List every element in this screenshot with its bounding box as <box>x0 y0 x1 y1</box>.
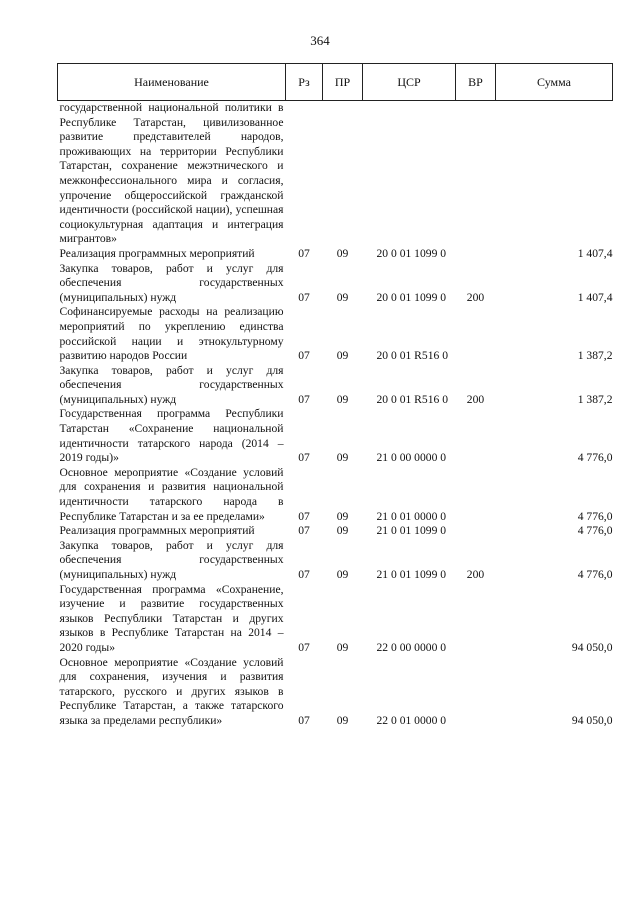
row-name: Государственная программа «Сохранение, изучение и развитие государственных языков Республики Татарстан и других языков в Республике Татарстан на 2014 – 2020 годы» <box>59 582 284 654</box>
row-vr <box>456 101 496 247</box>
row-vr: 200 <box>466 568 485 581</box>
row-name: государственной национальной политики в Республике Татарстан, цивилизованное развитие представителей народов, проживающих на территории Республики Татарстан, сохранение межэтнического и межконфессионального мира и согласия, упрочение общероссийской гражданской идентичности (российской нации), успешная социокультурная адаптация и интеграция мигрантов» <box>59 101 284 246</box>
header-name: Наименование <box>58 64 286 101</box>
row-vr <box>456 407 496 465</box>
budget-table <box>57 63 613 729</box>
header-csr: ЦСР <box>363 64 456 101</box>
row-csr: 20 0 01 R516 0 <box>376 392 448 406</box>
table-row <box>58 407 613 465</box>
row-csr: 21 0 01 0000 0 <box>376 509 447 523</box>
table-row <box>58 101 613 247</box>
row-rz: 07 <box>298 392 310 406</box>
row-sum: 1 407,4 <box>577 290 613 304</box>
row-pr: 09 <box>336 640 349 654</box>
row-pr: 09 <box>336 246 349 260</box>
row-csr: 22 0 00 0000 0 <box>376 640 447 654</box>
page-number: 364 <box>310 33 330 48</box>
row-sum: 1 407,4 <box>577 246 613 260</box>
row-vr <box>456 524 496 539</box>
row-pr <box>323 101 363 247</box>
row-rz: 07 <box>298 524 310 538</box>
header-rz: Рз <box>286 64 323 101</box>
table-row <box>58 466 613 524</box>
row-name: Закупка товаров, работ и услуг для обеспечения государственных (муниципальных) нужд <box>59 261 284 304</box>
table-row <box>58 247 613 262</box>
table-row <box>58 656 613 729</box>
row-csr: 20 0 01 R516 0 <box>376 349 448 363</box>
row-rz: 07 <box>298 568 310 581</box>
row-name: Основное мероприятие «Создание условий для сохранения и развития национальной идентичности татарского народа в Республике Татарстан и за ее пределами» <box>59 465 284 523</box>
row-pr: 09 <box>336 568 349 581</box>
row-name: Государственная программа Республики Татарстан «Сохранение национальной идентичности татарского народа (2014 – 2019 годы)» <box>59 407 284 465</box>
row-rz: 07 <box>298 349 310 363</box>
row-rz: 07 <box>298 713 310 727</box>
table-row <box>58 524 613 539</box>
row-vr <box>456 656 496 729</box>
row-csr: 20 0 01 1099 0 <box>376 246 447 260</box>
row-sum: 4 776,0 <box>577 568 613 581</box>
row-sum: 1 387,2 <box>577 349 613 363</box>
row-rz: 07 <box>298 451 310 465</box>
row-rz: 07 <box>298 640 310 654</box>
row-rz: 07 <box>298 246 310 260</box>
row-sum: 4 776,0 <box>577 509 613 523</box>
row-name: Софинансируемые расходы на реализацию мероприятий по укреплению единства российской нации и этнокультурному развитию народов России <box>59 305 284 363</box>
row-vr: 200 <box>466 290 485 304</box>
row-pr: 09 <box>336 524 349 538</box>
row-csr: 21 0 01 1099 0 <box>376 568 447 581</box>
row-name: Основное мероприятие «Создание условий для сохранения, изучения и развития татарского, русского и других языков в Республике Татарстан, а также татарского языка за пределами республики» <box>59 655 284 727</box>
row-pr: 09 <box>336 349 349 363</box>
row-rz <box>286 101 323 247</box>
table-row <box>58 583 613 656</box>
header-pr: ПР <box>323 64 363 101</box>
row-sum: 4 776,0 <box>577 524 613 538</box>
row-vr <box>456 466 496 524</box>
row-vr: 200 <box>466 392 485 406</box>
row-csr: 20 0 01 1099 0 <box>376 290 447 304</box>
row-pr: 09 <box>336 509 349 523</box>
row-sum: 94 050,0 <box>571 713 613 727</box>
header-vr: ВР <box>456 64 496 101</box>
row-pr: 09 <box>336 451 349 465</box>
table-row <box>58 262 613 306</box>
row-vr <box>456 305 496 363</box>
row-name: Закупка товаров, работ и услуг для обеспечения государственных (муниципальных) нужд <box>59 363 284 406</box>
row-name: Закупка товаров, работ и услуг для обеспечения государственных (муниципальных) нужд <box>59 538 284 581</box>
row-pr: 09 <box>336 392 349 406</box>
row-vr <box>456 247 496 262</box>
row-sum <box>496 101 613 247</box>
row-vr <box>456 583 496 656</box>
row-name: Реализация программных мероприятий <box>59 246 255 260</box>
row-csr <box>363 101 456 247</box>
row-sum: 1 387,2 <box>577 392 613 406</box>
row-sum: 4 776,0 <box>577 451 613 465</box>
header-sum: Сумма <box>496 64 613 101</box>
row-pr: 09 <box>336 290 349 304</box>
row-rz: 07 <box>298 290 310 304</box>
table-row <box>58 539 613 583</box>
table-row <box>58 364 613 408</box>
row-pr: 09 <box>336 713 349 727</box>
table-row <box>58 305 613 363</box>
row-csr: 21 0 01 1099 0 <box>376 524 447 538</box>
row-csr: 21 0 00 0000 0 <box>376 451 447 465</box>
row-csr: 22 0 01 0000 0 <box>376 713 447 727</box>
table-body <box>58 101 613 729</box>
table-header <box>58 64 613 101</box>
row-sum: 94 050,0 <box>571 640 613 654</box>
row-rz: 07 <box>298 509 310 523</box>
row-name: Реализация программных мероприятий <box>59 524 255 538</box>
